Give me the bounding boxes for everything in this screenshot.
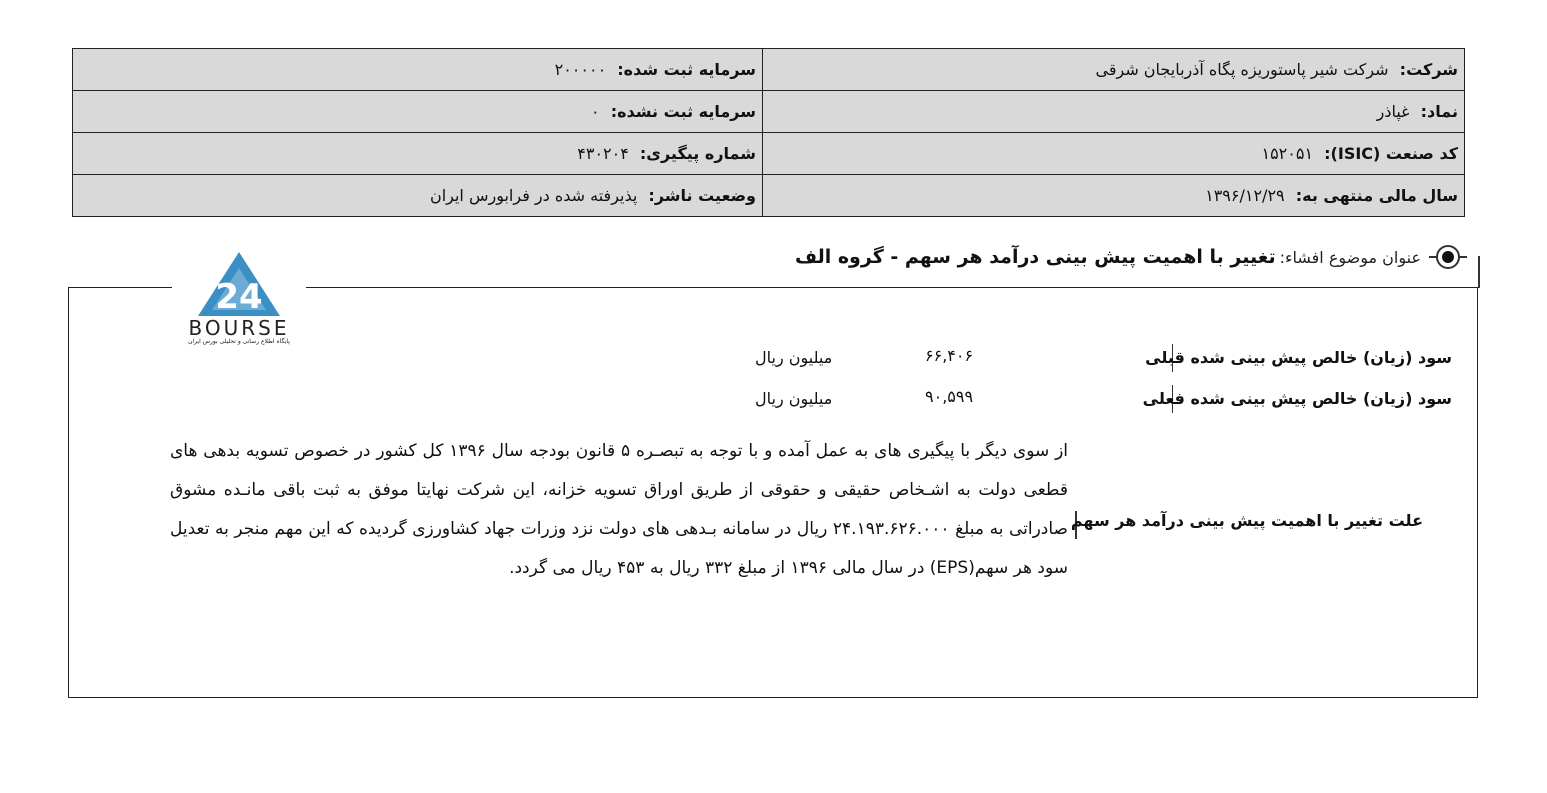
current-forecast-label-box [1142,385,1452,413]
logo-digits: 24 [215,277,263,317]
reason-text: از سوی دیگر با پیگیری های به عمل آمده و با توجه به تبصـره ۵ قانون بودجه سال ۱۳۹۶ کل کشور در خصوص تسویه بدهی های قطعی دولت به اشـخاص حقیقی و حقوقی از طریق اوراق تسویه خزانه، این شرکت نهایتا موفق به ثبت باقی مانـده مشوق صادراتی به مبلغ ۲۴.۱۹۳.۶۲۶.۰۰۰ ریال در سامانه بـدهی های دولت نزد وزرات جهاد کشاورزی گردیده که این مهم منجر به تعدیل سود هر سهم(EPS) در سال مالی ۱۳۹۶ از مبلغ ۳۳۲ ریال به ۴۵۳ ریال می گردد. [170,441,1069,578]
previous-forecast-label-box [1145,344,1452,372]
registered-capital-label: سرمایه ثبت شده: [617,60,756,79]
symbol-value: غپاذر [1376,102,1410,121]
logo-tagline: پایگاه اطلاع رسانی و تحلیلی بورس ایران [188,338,290,345]
isic-cell [763,133,1465,175]
symbol-cell [763,91,1465,133]
table-row [73,133,1465,175]
bourse24-logo [172,246,306,356]
publisher-status-value: پذیرفته شده در فرابورس ایران [429,186,638,205]
registered-capital-value: ۲۰۰۰۰۰ [554,60,607,79]
fiscal-year-cell [763,175,1465,217]
unregistered-capital-cell [73,91,763,133]
table-row [73,91,1465,133]
isic-label: کد صنعت (ISIC): [1324,144,1458,163]
target-bullet-icon [1429,238,1467,276]
subject-label: عنوان موضوع افشاء: [1279,247,1421,267]
frame-connector [1478,256,1480,288]
table-row [73,175,1465,217]
tracking-label: شماره پیگیری: [639,144,756,163]
registered-capital-cell [73,49,763,91]
tracking-value: ۴۳۰۲۰۴ [577,144,629,163]
current-forecast-unit: میلیون ریال [755,389,833,408]
current-forecast-value: ۹۰,۵۹۹ [925,387,974,406]
subject-title: تغییر با اهمیت پیش بینی درآمد هر سهم - گروه الف [794,246,1276,268]
publisher-status-cell [73,175,763,217]
table-row [73,49,1465,91]
publisher-status-label: وضعیت ناشر: [648,186,756,205]
symbol-label: نماد: [1420,102,1458,121]
unregistered-capital-value: ۰ [591,102,600,121]
company-cell [763,49,1465,91]
company-label: شرکت: [1399,60,1458,79]
fiscal-year-value: ۱۳۹۶/۱۲/۲۹ [1205,186,1285,205]
isic-value: ۱۵۲۰۵۱ [1261,144,1314,163]
previous-forecast-label: سود (زیان) خالص پیش بینی شده قبلی [1145,348,1452,367]
unregistered-capital-label: سرمایه ثبت نشده: [610,102,756,121]
bourse24-logo-mark [172,246,306,338]
tracking-cell [73,133,763,175]
previous-forecast-value: ۶۶,۴۰۶ [925,346,974,365]
fiscal-year-label: سال مالی منتهی به: [1295,186,1458,205]
current-forecast-label: سود (زیان) خالص پیش بینی شده فعلی [1142,389,1452,408]
company-value: شرکت شیر پاستوریزه پگاه آذربایجان شرقی [1095,60,1389,79]
reason-label: علت تغییر با اهمیت پیش بینی درآمد هر سهم [1070,511,1423,530]
company-info-table [72,48,1465,217]
previous-forecast-unit: میلیون ریال [755,348,833,367]
logo-brand: BOURSE [188,316,290,338]
disclosure-subject [795,238,1467,276]
